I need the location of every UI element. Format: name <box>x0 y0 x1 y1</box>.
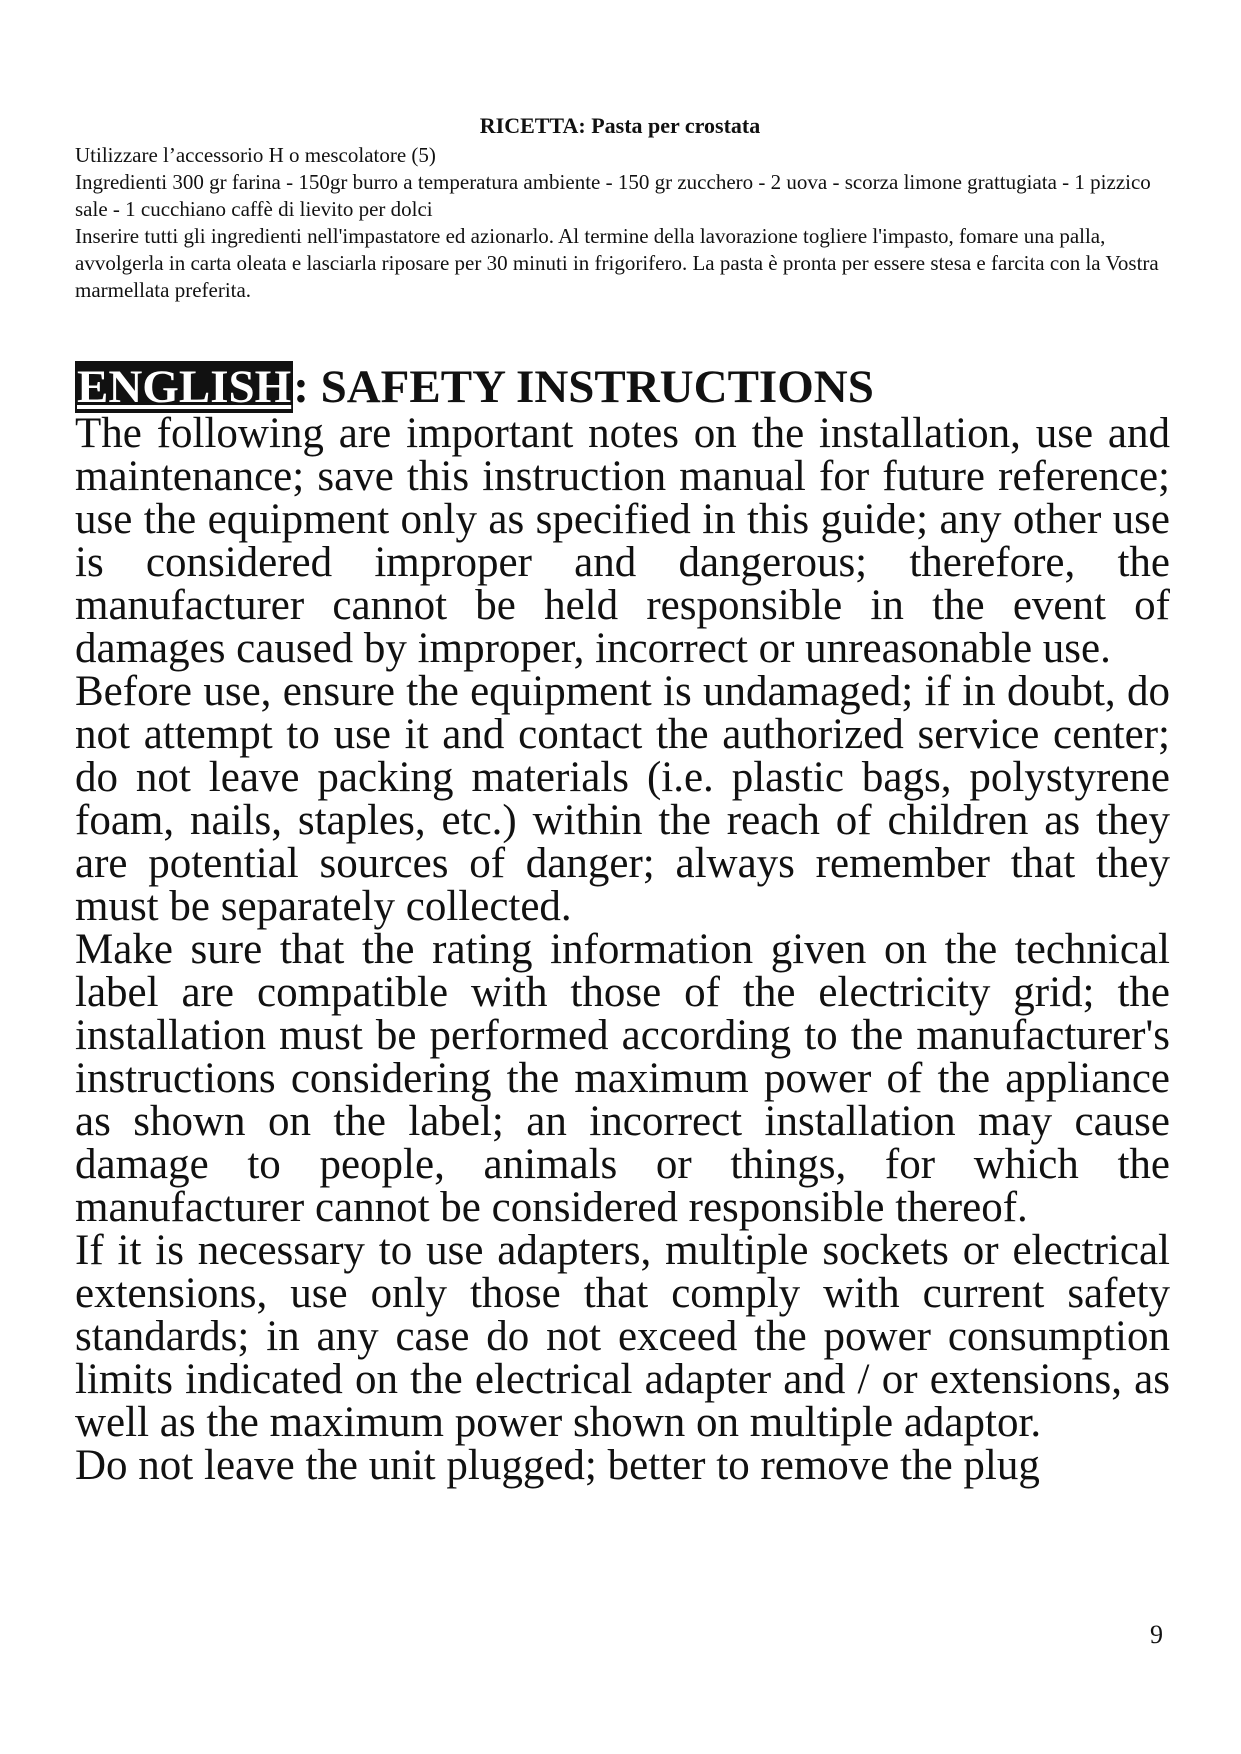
safety-paragraph: Before use, ensure the equipment is undamaged; if in doubt, do not attempt to use it and contact the authorized service center; do not leave packing materials (i.e. plastic bags, polystyrene foam, nails, staples, etc.) within the reach of children as they are potential sources of danger; always remember that they must be separately collected. <box>75 668 1170 930</box>
page-number: 9 <box>1150 1620 1163 1649</box>
recipe-ingredients: Ingredienti 300 gr farina - 150gr burro a temperatura ambiente - 150 gr zucchero - 2 uova - scorza limone grattugiata - 1 pizzico sale - 1 cucchiano caffè di lievito per dolci <box>75 170 1151 221</box>
safety-paragraph: Do not leave the unit plugged; better to remove the plug <box>75 1442 1040 1489</box>
recipe-title: RICETTA: Pasta per crostata <box>479 113 761 138</box>
recipe-section <box>75 112 1165 304</box>
safety-heading-text: : SAFETY INSTRUCTIONS <box>293 361 874 413</box>
safety-paragraph: Make sure that the rating information given on the technical label are compatible with those of the electricity grid; the installation must be performed according to the manufacturer's instructions considering the maximum power of the appliance as shown on the label; an incorrect installation may cause damage to people, animals or things, for which the manufacturer cannot be considered responsible thereof. <box>75 926 1170 1231</box>
recipe-accessory: Utilizzare l’accessorio H o mescolatore (5) <box>75 143 436 167</box>
safety-paragraph: The following are important notes on the installation, use and maintenance; save this instruction manual for future reference; use the equipment only as specified in this guide; any other use is considered improper and dangerous; therefore, the manufacturer cannot be held responsible in the event of damages caused by improper, incorrect or unreasonable use. <box>75 410 1170 672</box>
safety-section <box>75 362 1170 1487</box>
recipe-method: Inserire tutti gli ingredienti nell'impastatore ed azionarlo. Al termine della lavorazione togliere l'impasto, fomare una palla, avvolgerla in carta oleata e lasciarla riposare per 30 minuti in frigorifero. La pasta è pronta per essere stesa e farcita con la Vostra marmellata preferita. <box>75 224 1159 302</box>
safety-heading <box>75 362 1170 412</box>
language-tag: ENGLISH <box>77 361 292 413</box>
safety-paragraph: If it is necessary to use adapters, multiple sockets or electrical extensions, use only those that comply with current safety standards; in any case do not exceed the power consumption limits indicated on the electrical adapter and / or extensions, as well as the maximum power shown on multiple adaptor. <box>75 1227 1170 1446</box>
